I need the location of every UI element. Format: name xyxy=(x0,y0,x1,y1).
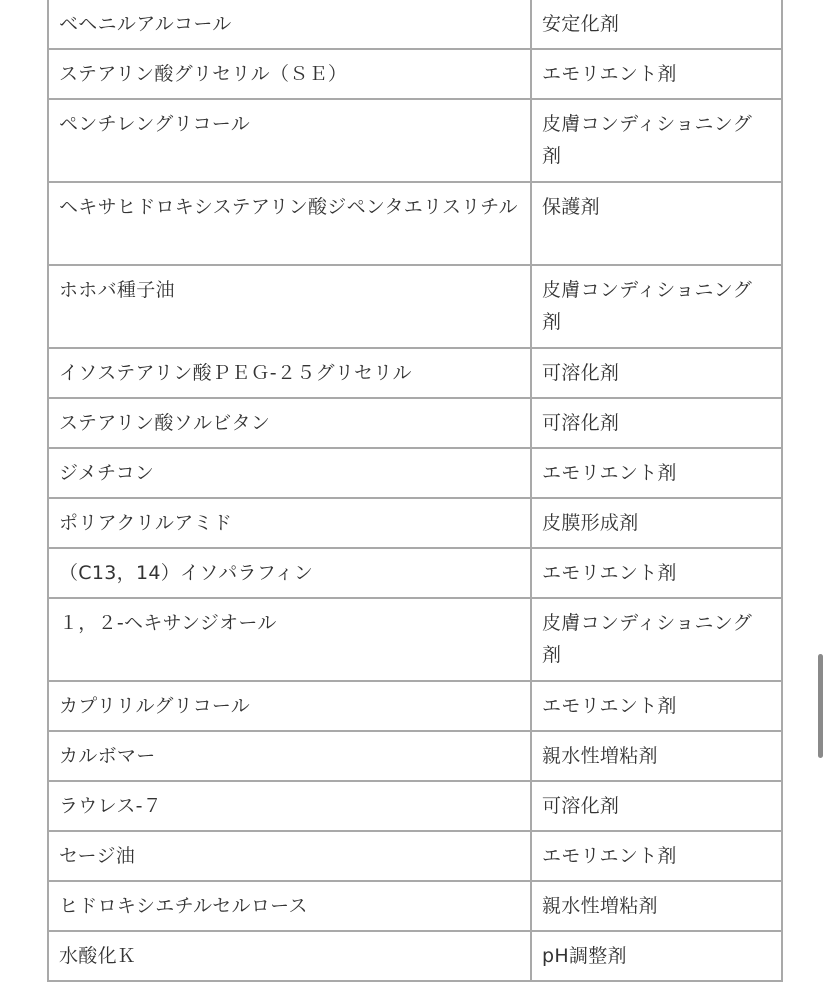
ingredient-name-cell: セージ油 xyxy=(48,831,531,881)
ingredient-role-cell: pH調整剤 xyxy=(531,931,782,981)
ingredient-name-cell: ジメチコン xyxy=(48,448,531,498)
ingredient-name-cell: イソステアリン酸ＰＥＧ-２５グリセリル xyxy=(48,348,531,398)
table-row xyxy=(48,348,782,398)
ingredient-name-cell: ペンチレングリコール xyxy=(48,99,531,182)
ingredient-role-cell: 親水性増粘剤 xyxy=(531,881,782,931)
ingredient-role-cell: エモリエント剤 xyxy=(531,448,782,498)
ingredient-name-cell: ステアリン酸グリセリル（ＳＥ） xyxy=(48,49,531,99)
table-row xyxy=(48,931,782,981)
ingredient-name-cell: １，２-ヘキサンジオール xyxy=(48,598,531,681)
ingredient-name-cell: ヒドロキシエチルセルロース xyxy=(48,881,531,931)
ingredient-table xyxy=(47,0,783,982)
ingredient-role-cell: 可溶化剤 xyxy=(531,781,782,831)
ingredient-role-cell: 皮膚コンディショニング剤 xyxy=(531,99,782,182)
ingredient-name-cell: ステアリン酸ソルビタン xyxy=(48,398,531,448)
table-row xyxy=(48,731,782,781)
table-row xyxy=(48,0,782,49)
ingredient-name-cell: 水酸化Ｋ xyxy=(48,931,531,981)
ingredient-name-cell: カルボマー xyxy=(48,731,531,781)
ingredient-role-cell: エモリエント剤 xyxy=(531,49,782,99)
table-row xyxy=(48,681,782,731)
ingredient-role-cell: 皮膚コンディショニング剤 xyxy=(531,598,782,681)
table-row xyxy=(48,49,782,99)
ingredient-role-cell: 安定化剤 xyxy=(531,0,782,49)
table-row xyxy=(48,548,782,598)
table-row xyxy=(48,99,782,182)
table-row xyxy=(48,398,782,448)
ingredient-name-cell: ラウレス-７ xyxy=(48,781,531,831)
table-row xyxy=(48,265,782,348)
ingredient-role-cell: エモリエント剤 xyxy=(531,681,782,731)
ingredient-name-cell: ベヘニルアルコール xyxy=(48,0,531,49)
table-row xyxy=(48,598,782,681)
ingredient-name-cell: カプリリルグリコール xyxy=(48,681,531,731)
ingredient-role-cell: 親水性増粘剤 xyxy=(531,731,782,781)
ingredient-role-cell: 可溶化剤 xyxy=(531,348,782,398)
table-row xyxy=(48,182,782,265)
scrollbar-thumb[interactable] xyxy=(818,654,823,758)
ingredient-role-cell: 保護剤 xyxy=(531,182,782,265)
table-row xyxy=(48,448,782,498)
ingredient-role-cell: エモリエント剤 xyxy=(531,548,782,598)
ingredient-role-cell: 可溶化剤 xyxy=(531,398,782,448)
ingredient-role-cell: 皮膜形成剤 xyxy=(531,498,782,548)
ingredient-table-body xyxy=(48,0,782,981)
ingredient-name-cell: （C13，14）イソパラフィン xyxy=(48,548,531,598)
table-row xyxy=(48,498,782,548)
ingredient-name-cell: ホホバ種子油 xyxy=(48,265,531,348)
table-row xyxy=(48,881,782,931)
table-row xyxy=(48,831,782,881)
ingredient-role-cell: エモリエント剤 xyxy=(531,831,782,881)
ingredient-role-cell: 皮膚コンディショニング剤 xyxy=(531,265,782,348)
ingredient-name-cell: ポリアクリルアミド xyxy=(48,498,531,548)
table-row xyxy=(48,781,782,831)
ingredient-name-cell: ヘキサヒドロキシステアリン酸ジペンタエリスリチル xyxy=(48,182,531,265)
